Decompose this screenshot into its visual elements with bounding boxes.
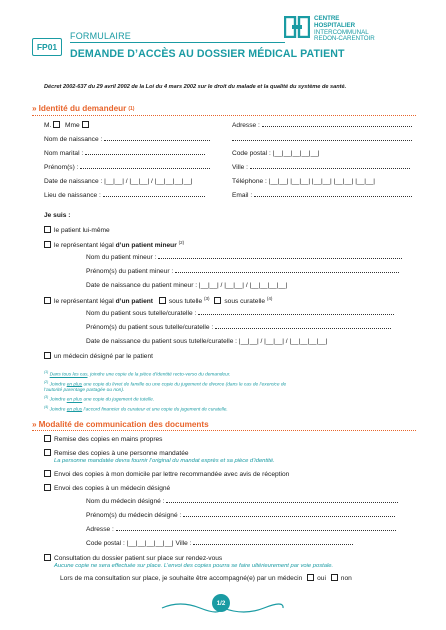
page-number: 1/2 [212,594,230,612]
address-field[interactable]: Adresse : [232,122,412,129]
option-patient-self[interactable]: le patient lui-même [44,226,110,234]
option-legal-rep-minor[interactable]: le représentant légal d’un patient mineur $^{(2)}$ [44,240,184,249]
postal-code-field[interactable]: Code postal : |__|__|__|__|__| [232,150,320,157]
birth-place-field[interactable]: Lieu de naissance : [44,192,205,199]
option-mandated-person[interactable]: Remise des copies à une personne mandatée [44,449,189,457]
option-hand-delivery[interactable]: Remise des copies en mains propres [44,435,162,443]
double-chevron-icon: » [32,104,37,113]
checkbox-curatelle[interactable] [214,297,221,304]
city-field[interactable]: Ville : [232,164,410,171]
birth-date-field[interactable]: Date de naissance : |__|__| / |__|__| / |__|__|__|__| [44,178,193,185]
mandated-person-note: La personne mandatée devra fournir l’original du mandat exprès et sa pièce d’identité. [54,458,275,464]
hospital-logo-text: CENTRE HOSPITALIER INTERCOMMUNAL REDON-CARENTOIR [314,15,375,43]
checkbox-registered-mail[interactable] [44,470,51,477]
protected-birthdate-field[interactable]: Date de naissance du patient sous tutelle/curatelle : |__|__| / |__|__| / |__|__|__|__| [86,338,328,345]
doctor-name-field[interactable]: Nom du médecin désigné : [86,498,398,505]
option-designated-doctor[interactable]: un médecin désigné par le patient [44,352,153,360]
checkbox-accompanied-yes[interactable] [307,574,314,581]
section-identity-heading: » Identité du demandeur (1) [32,104,135,113]
document-title: DEMANDE D’ACCÈS AU DOSSIER MÉDICAL PATIENT [70,48,345,60]
onsite-consultation-note: Aucune copie ne sera effectuée sur place. L’envoi des copies pourra se faire ultérieurement par voie postale. [54,563,334,569]
first-names-field[interactable]: Prénom(s) : [44,164,210,171]
double-chevron-icon: » [32,420,37,429]
checkbox-hand-delivery[interactable] [44,435,51,442]
option-send-to-doctor[interactable]: Envoi des copies à un médecin désigné [44,484,170,492]
checkbox-legal-rep-protected[interactable] [44,297,51,304]
form-type-label: FORMULAIRE [70,31,132,41]
option-onsite-consultation[interactable]: Consultation du dossier patient sur place sur rendez-vous [44,554,222,562]
header-divider [70,42,285,43]
requester-role-label: Je suis : [44,212,71,219]
checkbox-madame[interactable] [82,121,89,128]
checkbox-onsite-consultation[interactable] [44,554,51,561]
protected-firstname-field[interactable]: Prénom(s) du patient sous tutelle/curatelle : [86,324,391,331]
checkbox-tutelle[interactable] [159,297,166,304]
section-delivery-heading: » Modalité de communication des documents [32,420,209,429]
option-legal-rep-protected[interactable]: le représentant légal d’un patient sous tutelle $^{(3)}$ sous curatelle $^{(4)}$ [44,296,272,305]
doctor-postal-city-field[interactable]: Code postal : |__|__|__|__|__| Ville : [86,540,353,547]
phone-field[interactable]: Téléphone : |__|__| |__|__| |__|__| |__|__| |__|__| [232,178,376,185]
form-code-badge: FP01 [32,38,62,56]
checkbox-designated-doctor[interactable] [44,352,51,359]
hospital-logo-icon [284,16,310,38]
accompanied-by-doctor-question: Lors de ma consultation sur place, je souhaite être accompagné(e) par un médecin oui non [60,575,352,582]
checkbox-mandated-person[interactable] [44,449,51,456]
checkbox-legal-rep-minor[interactable] [44,241,51,248]
checkbox-accompanied-no[interactable] [331,574,338,581]
checkbox-patient-self[interactable] [44,226,51,233]
doctor-address-field[interactable]: Adresse : [86,526,396,533]
birth-name-field[interactable]: Nom de naissance : [44,136,210,143]
address-line-2[interactable] [232,136,412,143]
protected-name-field[interactable]: Nom du patient sous tutelle/curatelle : [86,310,394,317]
option-registered-mail[interactable]: Envoi des copies à mon domicile par lettre recommandée avec avis de réception [44,470,289,478]
married-name-field[interactable]: Nom marital : [44,150,205,157]
section-divider [32,115,416,116]
checkbox-monsieur[interactable] [53,121,60,128]
decree-reference: Décret 2002-637 du 29 avril 2002 de la Loi du 4 mars 2002 sur le droit du malade et la qualité du système de santé. [44,84,347,90]
minor-firstname-field[interactable]: Prénom(s) du patient mineur : [86,268,399,275]
minor-name-field[interactable]: Nom du patient mineur : [86,254,402,261]
doctor-firstname-field[interactable]: Prénom(s) du médecin désigné : [86,512,395,519]
minor-birthdate-field[interactable]: Date de naissance du patient mineur : |__|__| / |__|__| / |__|__|__|__| [86,282,288,289]
section-divider [32,430,416,431]
footnotes: $^{(1)}$ Dans tous les cas, joindre une copie de la pièce d’identité recto-verso du demandeur. $^{(2)}$ Joindre en plus une copie du livret de famille ou une copie du jugement de divorce (dans le cas de l’exercice de l’autorité parentage partagée ou non). $^{(3)}$ Joindre en plus une copie du jugement de tutelle. $^{(4)}$ Joindre en plus l’accord financier du curateur et une copie du jugement de curatelle. [44,370,287,413]
civility-row: M. Mme [44,121,92,129]
email-field[interactable]: Email : [232,192,412,199]
checkbox-send-to-doctor[interactable] [44,484,51,491]
